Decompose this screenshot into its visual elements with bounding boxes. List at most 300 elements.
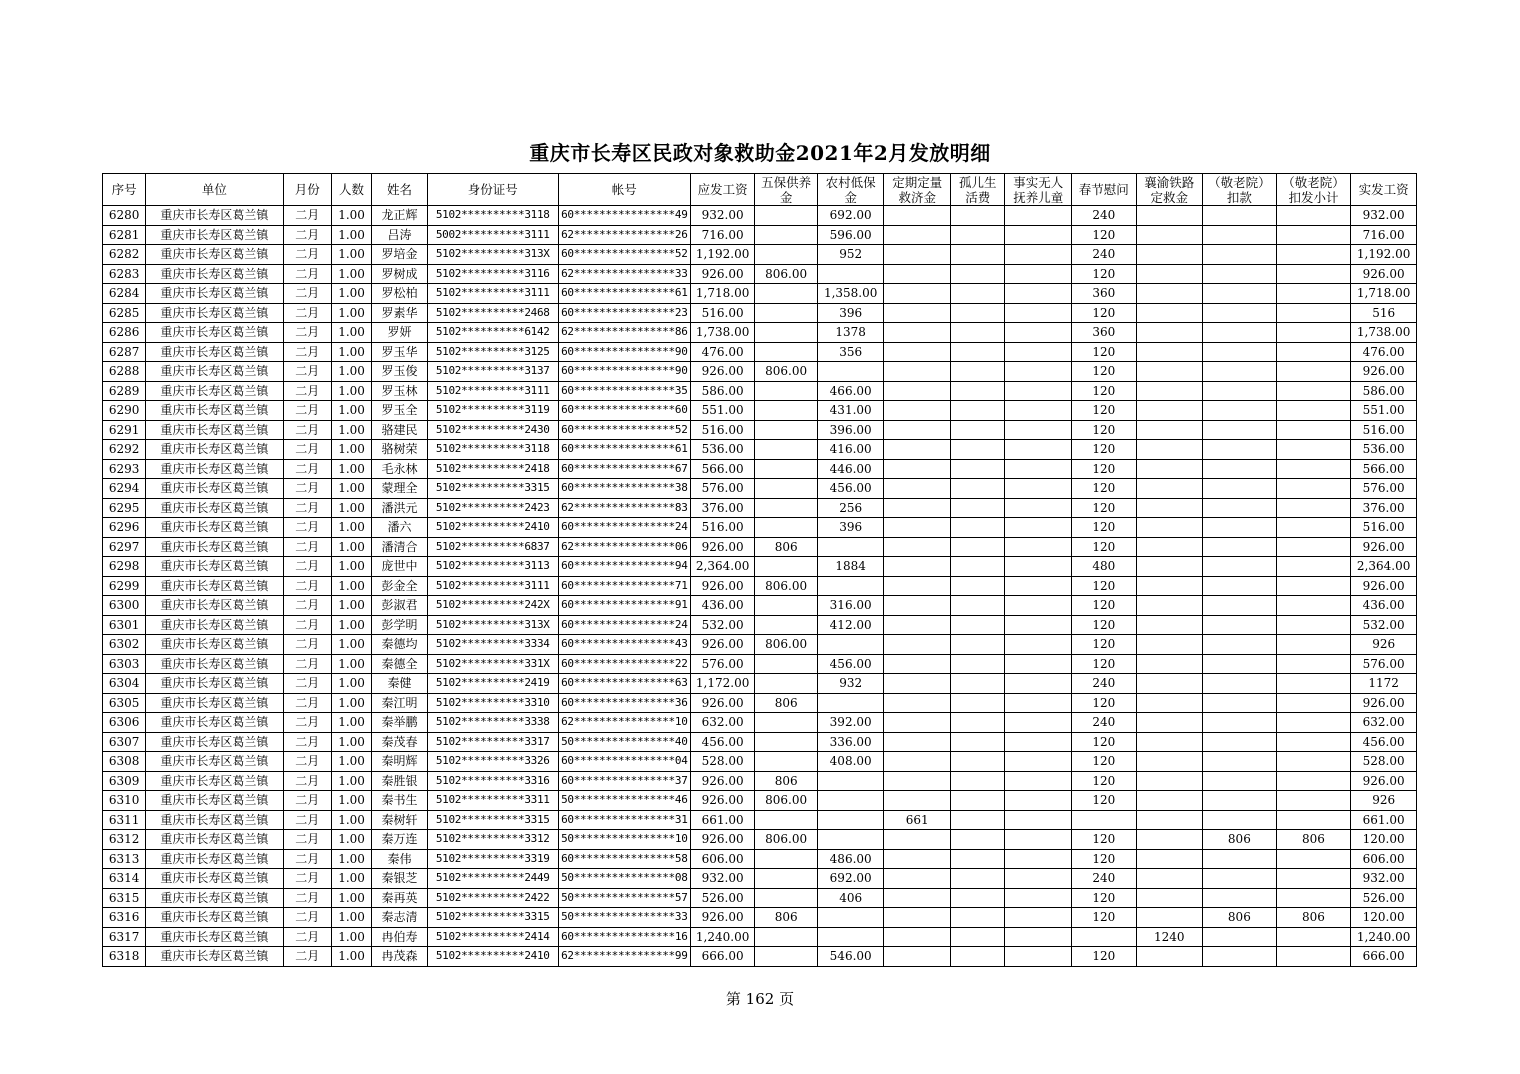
cell-id-number: 5102**********2422 xyxy=(427,888,558,908)
cell-fixed-relief xyxy=(884,732,951,752)
cell-gross-pay: 716.00 xyxy=(690,225,755,245)
cell-account: 62****************99 xyxy=(558,947,690,967)
cell-orphan xyxy=(951,479,1005,499)
cell-wubao xyxy=(755,810,818,830)
cell-deduction xyxy=(1203,752,1277,772)
cell-deduction xyxy=(1203,576,1277,596)
cell-orphan xyxy=(951,225,1005,245)
cell-orphan xyxy=(951,459,1005,479)
cell-deduction-subtotal xyxy=(1276,245,1351,265)
cell-orphan xyxy=(951,927,1005,947)
cell-deduction xyxy=(1203,479,1277,499)
cell-deduction-subtotal xyxy=(1276,225,1351,245)
cell-net-pay: 456.00 xyxy=(1351,732,1417,752)
cell-dibao: 336.00 xyxy=(817,732,884,752)
table-row xyxy=(103,557,1417,577)
cell-de-facto-child xyxy=(1005,537,1072,557)
cell-serial: 6315 xyxy=(103,888,146,908)
cell-month: 二月 xyxy=(283,830,331,850)
cell-festival: 120 xyxy=(1072,362,1137,382)
column-header-railway-relief: 襄渝铁路定救金 xyxy=(1136,174,1203,206)
cell-gross-pay: 926.00 xyxy=(690,576,755,596)
cell-id-number: 5102**********2423 xyxy=(427,498,558,518)
cell-festival: 120 xyxy=(1072,225,1137,245)
cell-wubao xyxy=(755,303,818,323)
cell-railway-relief xyxy=(1136,518,1203,538)
cell-dibao: 456.00 xyxy=(817,654,884,674)
cell-account: 60****************61 xyxy=(558,440,690,460)
cell-net-pay: 528.00 xyxy=(1351,752,1417,772)
cell-wubao xyxy=(755,849,818,869)
cell-serial: 6296 xyxy=(103,518,146,538)
cell-orphan xyxy=(951,732,1005,752)
cell-id-number: 5102**********313X xyxy=(427,615,558,635)
cell-net-pay: 1,718.00 xyxy=(1351,284,1417,304)
cell-dibao: 406 xyxy=(817,888,884,908)
cell-deduction xyxy=(1203,947,1277,967)
cell-name: 潘洪元 xyxy=(372,498,427,518)
table-row xyxy=(103,791,1417,811)
cell-month: 二月 xyxy=(283,440,331,460)
cell-serial: 6301 xyxy=(103,615,146,635)
cell-wubao xyxy=(755,459,818,479)
cell-id-number: 5102**********3310 xyxy=(427,693,558,713)
cell-serial: 6298 xyxy=(103,557,146,577)
cell-account: 50****************08 xyxy=(558,869,690,889)
cell-persons: 1.00 xyxy=(331,284,371,304)
cell-deduction: 806 xyxy=(1203,830,1277,850)
cell-id-number: 5102**********3111 xyxy=(427,284,558,304)
cell-deduction-subtotal xyxy=(1276,888,1351,908)
cell-deduction xyxy=(1203,401,1277,421)
cell-persons: 1.00 xyxy=(331,342,371,362)
relief-payment-table xyxy=(102,173,1417,967)
table-row xyxy=(103,264,1417,284)
cell-deduction-subtotal xyxy=(1276,557,1351,577)
cell-fixed-relief xyxy=(884,713,951,733)
cell-month: 二月 xyxy=(283,869,331,889)
cell-festival: 120 xyxy=(1072,693,1137,713)
cell-serial: 6282 xyxy=(103,245,146,265)
cell-de-facto-child xyxy=(1005,284,1072,304)
page-number: 第 162 页 xyxy=(725,990,795,1008)
cell-unit: 重庆市长寿区葛兰镇 xyxy=(146,869,283,889)
cell-fixed-relief xyxy=(884,557,951,577)
cell-railway-relief xyxy=(1136,323,1203,343)
cell-dibao xyxy=(817,537,884,557)
cell-gross-pay: 551.00 xyxy=(690,401,755,421)
cell-name: 秦江明 xyxy=(372,693,427,713)
cell-deduction xyxy=(1203,693,1277,713)
cell-gross-pay: 528.00 xyxy=(690,752,755,772)
cell-id-number: 5102**********3111 xyxy=(427,381,558,401)
cell-gross-pay: 926.00 xyxy=(690,908,755,928)
cell-month: 二月 xyxy=(283,518,331,538)
cell-month: 二月 xyxy=(283,557,331,577)
cell-de-facto-child xyxy=(1005,732,1072,752)
cell-fixed-relief xyxy=(884,303,951,323)
cell-dibao: 431.00 xyxy=(817,401,884,421)
cell-orphan xyxy=(951,791,1005,811)
cell-gross-pay: 576.00 xyxy=(690,654,755,674)
cell-orphan xyxy=(951,245,1005,265)
cell-de-facto-child xyxy=(1005,674,1072,694)
cell-unit: 重庆市长寿区葛兰镇 xyxy=(146,752,283,772)
cell-net-pay: 606.00 xyxy=(1351,849,1417,869)
cell-deduction-subtotal xyxy=(1276,498,1351,518)
cell-persons: 1.00 xyxy=(331,732,371,752)
cell-month: 二月 xyxy=(283,245,331,265)
cell-serial: 6300 xyxy=(103,596,146,616)
cell-dibao: 692.00 xyxy=(817,869,884,889)
cell-account: 60****************52 xyxy=(558,245,690,265)
cell-de-facto-child xyxy=(1005,615,1072,635)
cell-name: 秦伟 xyxy=(372,849,427,869)
cell-fixed-relief xyxy=(884,440,951,460)
cell-net-pay: 551.00 xyxy=(1351,401,1417,421)
cell-unit: 重庆市长寿区葛兰镇 xyxy=(146,849,283,869)
cell-dibao: 396 xyxy=(817,303,884,323)
cell-dibao xyxy=(817,362,884,382)
column-header-wubao: 五保供养金 xyxy=(755,174,818,206)
cell-deduction xyxy=(1203,732,1277,752)
cell-name: 龙正辉 xyxy=(372,206,427,226)
cell-net-pay: 476.00 xyxy=(1351,342,1417,362)
cell-month: 二月 xyxy=(283,927,331,947)
cell-unit: 重庆市长寿区葛兰镇 xyxy=(146,479,283,499)
cell-fixed-relief xyxy=(884,420,951,440)
cell-gross-pay: 932.00 xyxy=(690,206,755,226)
cell-railway-relief xyxy=(1136,225,1203,245)
cell-account: 60****************60 xyxy=(558,401,690,421)
cell-unit: 重庆市长寿区葛兰镇 xyxy=(146,810,283,830)
cell-fixed-relief xyxy=(884,264,951,284)
cell-gross-pay: 926.00 xyxy=(690,693,755,713)
cell-net-pay: 2,364.00 xyxy=(1351,557,1417,577)
cell-gross-pay: 436.00 xyxy=(690,596,755,616)
cell-account: 62****************33 xyxy=(558,264,690,284)
cell-id-number: 5102**********3116 xyxy=(427,264,558,284)
cell-deduction-subtotal xyxy=(1276,693,1351,713)
table-row xyxy=(103,420,1417,440)
cell-unit: 重庆市长寿区葛兰镇 xyxy=(146,654,283,674)
table-row xyxy=(103,323,1417,343)
cell-id-number: 5102**********2410 xyxy=(427,518,558,538)
cell-de-facto-child xyxy=(1005,908,1072,928)
cell-id-number: 5102**********3119 xyxy=(427,401,558,421)
cell-account: 62****************83 xyxy=(558,498,690,518)
cell-unit: 重庆市长寿区葛兰镇 xyxy=(146,245,283,265)
cell-unit: 重庆市长寿区葛兰镇 xyxy=(146,303,283,323)
column-header-gross-pay: 应发工资 xyxy=(690,174,755,206)
cell-id-number: 5102**********3137 xyxy=(427,362,558,382)
cell-deduction-subtotal xyxy=(1276,420,1351,440)
column-header-persons: 人数 xyxy=(331,174,371,206)
cell-serial: 6314 xyxy=(103,869,146,889)
cell-month: 二月 xyxy=(283,459,331,479)
table-row xyxy=(103,381,1417,401)
cell-railway-relief xyxy=(1136,635,1203,655)
cell-net-pay: 716.00 xyxy=(1351,225,1417,245)
cell-gross-pay: 1,738.00 xyxy=(690,323,755,343)
column-header-fixed-relief: 定期定量救济金 xyxy=(884,174,951,206)
cell-account: 60****************38 xyxy=(558,479,690,499)
column-header-serial: 序号 xyxy=(103,174,146,206)
cell-net-pay: 576.00 xyxy=(1351,654,1417,674)
cell-deduction-subtotal xyxy=(1276,284,1351,304)
cell-gross-pay: 926.00 xyxy=(690,635,755,655)
cell-fixed-relief xyxy=(884,830,951,850)
page-title: 重庆市长寿区民政对象救助金2021年2月发放明细 xyxy=(529,141,991,165)
cell-dibao: 952 xyxy=(817,245,884,265)
cell-account: 60****************49 xyxy=(558,206,690,226)
cell-dibao: 456.00 xyxy=(817,479,884,499)
cell-dibao xyxy=(817,908,884,928)
cell-railway-relief: 1240 xyxy=(1136,927,1203,947)
cell-de-facto-child xyxy=(1005,206,1072,226)
cell-wubao xyxy=(755,713,818,733)
cell-dibao xyxy=(817,264,884,284)
cell-dibao: 416.00 xyxy=(817,440,884,460)
cell-festival: 120 xyxy=(1072,635,1137,655)
cell-net-pay: 536.00 xyxy=(1351,440,1417,460)
cell-deduction-subtotal xyxy=(1276,576,1351,596)
cell-orphan xyxy=(951,674,1005,694)
cell-deduction-subtotal xyxy=(1276,752,1351,772)
cell-orphan xyxy=(951,830,1005,850)
cell-account: 50****************33 xyxy=(558,908,690,928)
table-row xyxy=(103,401,1417,421)
cell-net-pay: 576.00 xyxy=(1351,479,1417,499)
cell-wubao: 806.00 xyxy=(755,576,818,596)
table-row xyxy=(103,284,1417,304)
cell-net-pay: 1172 xyxy=(1351,674,1417,694)
cell-deduction-subtotal xyxy=(1276,732,1351,752)
cell-dibao xyxy=(817,771,884,791)
cell-net-pay: 586.00 xyxy=(1351,381,1417,401)
cell-net-pay: 1,192.00 xyxy=(1351,245,1417,265)
cell-wubao xyxy=(755,381,818,401)
cell-wubao: 806 xyxy=(755,908,818,928)
cell-festival: 480 xyxy=(1072,557,1137,577)
cell-name: 罗树成 xyxy=(372,264,427,284)
cell-net-pay: 376.00 xyxy=(1351,498,1417,518)
cell-deduction xyxy=(1203,245,1277,265)
cell-orphan xyxy=(951,908,1005,928)
column-header-id-number: 身份证号 xyxy=(427,174,558,206)
cell-wubao xyxy=(755,401,818,421)
cell-deduction-subtotal xyxy=(1276,596,1351,616)
cell-fixed-relief xyxy=(884,869,951,889)
table-row xyxy=(103,869,1417,889)
cell-account: 60****************43 xyxy=(558,635,690,655)
table-row xyxy=(103,888,1417,908)
cell-persons: 1.00 xyxy=(331,381,371,401)
cell-account: 60****************61 xyxy=(558,284,690,304)
cell-railway-relief xyxy=(1136,440,1203,460)
cell-railway-relief xyxy=(1136,869,1203,889)
cell-gross-pay: 632.00 xyxy=(690,713,755,733)
cell-id-number: 5102**********3312 xyxy=(427,830,558,850)
cell-railway-relief xyxy=(1136,908,1203,928)
cell-railway-relief xyxy=(1136,576,1203,596)
column-header-account: 帐号 xyxy=(558,174,690,206)
cell-wubao: 806.00 xyxy=(755,635,818,655)
cell-festival xyxy=(1072,927,1137,947)
cell-unit: 重庆市长寿区葛兰镇 xyxy=(146,342,283,362)
cell-railway-relief xyxy=(1136,459,1203,479)
cell-gross-pay: 1,240.00 xyxy=(690,927,755,947)
cell-gross-pay: 516.00 xyxy=(690,420,755,440)
cell-net-pay: 120.00 xyxy=(1351,830,1417,850)
cell-serial: 6316 xyxy=(103,908,146,928)
cell-net-pay: 120.00 xyxy=(1351,908,1417,928)
cell-dibao: 392.00 xyxy=(817,713,884,733)
cell-deduction-subtotal xyxy=(1276,303,1351,323)
cell-persons: 1.00 xyxy=(331,713,371,733)
cell-id-number: 5102**********2414 xyxy=(427,927,558,947)
cell-festival: 120 xyxy=(1072,401,1137,421)
cell-railway-relief xyxy=(1136,771,1203,791)
cell-gross-pay: 532.00 xyxy=(690,615,755,635)
cell-festival: 120 xyxy=(1072,264,1137,284)
column-header-deduction: （敬老院）扣款 xyxy=(1203,174,1277,206)
cell-persons: 1.00 xyxy=(331,869,371,889)
cell-account: 60****************71 xyxy=(558,576,690,596)
cell-id-number: 5102**********3311 xyxy=(427,791,558,811)
cell-festival: 360 xyxy=(1072,284,1137,304)
table-row xyxy=(103,596,1417,616)
cell-persons: 1.00 xyxy=(331,791,371,811)
cell-unit: 重庆市长寿区葛兰镇 xyxy=(146,440,283,460)
cell-name: 秦万连 xyxy=(372,830,427,850)
cell-orphan xyxy=(951,323,1005,343)
cell-net-pay: 516.00 xyxy=(1351,518,1417,538)
cell-unit: 重庆市长寿区葛兰镇 xyxy=(146,615,283,635)
cell-deduction xyxy=(1203,888,1277,908)
cell-unit: 重庆市长寿区葛兰镇 xyxy=(146,771,283,791)
cell-deduction xyxy=(1203,810,1277,830)
cell-railway-relief xyxy=(1136,401,1203,421)
cell-railway-relief xyxy=(1136,537,1203,557)
cell-wubao xyxy=(755,947,818,967)
table-row xyxy=(103,849,1417,869)
cell-name: 秦树轩 xyxy=(372,810,427,830)
cell-deduction-subtotal xyxy=(1276,323,1351,343)
cell-deduction xyxy=(1203,264,1277,284)
cell-deduction xyxy=(1203,323,1277,343)
cell-festival: 120 xyxy=(1072,537,1137,557)
cell-month: 二月 xyxy=(283,284,331,304)
cell-deduction-subtotal xyxy=(1276,615,1351,635)
cell-account: 60****************67 xyxy=(558,459,690,479)
cell-month: 二月 xyxy=(283,888,331,908)
cell-deduction xyxy=(1203,635,1277,655)
cell-unit: 重庆市长寿区葛兰镇 xyxy=(146,557,283,577)
cell-dibao: 396 xyxy=(817,518,884,538)
cell-month: 二月 xyxy=(283,615,331,635)
cell-name: 罗玉林 xyxy=(372,381,427,401)
cell-de-facto-child xyxy=(1005,654,1072,674)
cell-net-pay: 666.00 xyxy=(1351,947,1417,967)
cell-id-number: 5102**********3334 xyxy=(427,635,558,655)
cell-account: 60****************24 xyxy=(558,615,690,635)
cell-gross-pay: 536.00 xyxy=(690,440,755,460)
cell-id-number: 5102**********313X xyxy=(427,245,558,265)
table-row xyxy=(103,771,1417,791)
cell-id-number: 5102**********3315 xyxy=(427,810,558,830)
cell-name: 罗培金 xyxy=(372,245,427,265)
cell-deduction xyxy=(1203,791,1277,811)
cell-gross-pay: 566.00 xyxy=(690,459,755,479)
cell-wubao xyxy=(755,674,818,694)
cell-serial: 6307 xyxy=(103,732,146,752)
cell-fixed-relief xyxy=(884,401,951,421)
cell-festival: 120 xyxy=(1072,420,1137,440)
cell-id-number: 5102**********3315 xyxy=(427,479,558,499)
cell-unit: 重庆市长寿区葛兰镇 xyxy=(146,908,283,928)
cell-dibao: 256 xyxy=(817,498,884,518)
cell-unit: 重庆市长寿区葛兰镇 xyxy=(146,401,283,421)
cell-persons: 1.00 xyxy=(331,420,371,440)
cell-railway-relief xyxy=(1136,362,1203,382)
cell-serial: 6297 xyxy=(103,537,146,557)
cell-persons: 1.00 xyxy=(331,440,371,460)
cell-railway-relief xyxy=(1136,849,1203,869)
cell-net-pay: 526.00 xyxy=(1351,888,1417,908)
cell-fixed-relief xyxy=(884,674,951,694)
cell-railway-relief xyxy=(1136,479,1203,499)
cell-month: 二月 xyxy=(283,908,331,928)
cell-gross-pay: 932.00 xyxy=(690,869,755,889)
cell-account: 60****************36 xyxy=(558,693,690,713)
cell-orphan xyxy=(951,615,1005,635)
cell-persons: 1.00 xyxy=(331,518,371,538)
cell-railway-relief xyxy=(1136,693,1203,713)
cell-de-facto-child xyxy=(1005,888,1072,908)
cell-id-number: 5102**********331X xyxy=(427,654,558,674)
cell-deduction-subtotal xyxy=(1276,713,1351,733)
cell-deduction xyxy=(1203,459,1277,479)
cell-id-number: 5102**********3317 xyxy=(427,732,558,752)
cell-month: 二月 xyxy=(283,674,331,694)
cell-deduction xyxy=(1203,849,1277,869)
cell-de-facto-child xyxy=(1005,264,1072,284)
cell-serial: 6310 xyxy=(103,791,146,811)
cell-wubao xyxy=(755,518,818,538)
cell-serial: 6302 xyxy=(103,635,146,655)
cell-net-pay: 632.00 xyxy=(1351,713,1417,733)
cell-de-facto-child xyxy=(1005,362,1072,382)
cell-railway-relief xyxy=(1136,557,1203,577)
cell-gross-pay: 1,172.00 xyxy=(690,674,755,694)
cell-serial: 6293 xyxy=(103,459,146,479)
cell-deduction xyxy=(1203,362,1277,382)
cell-deduction-subtotal: 806 xyxy=(1276,908,1351,928)
cell-deduction-subtotal xyxy=(1276,654,1351,674)
cell-deduction-subtotal xyxy=(1276,849,1351,869)
cell-account: 62****************06 xyxy=(558,537,690,557)
cell-persons: 1.00 xyxy=(331,537,371,557)
cell-wubao xyxy=(755,342,818,362)
cell-name: 秦茂春 xyxy=(372,732,427,752)
cell-serial: 6284 xyxy=(103,284,146,304)
cell-orphan xyxy=(951,752,1005,772)
cell-id-number: 5102**********242X xyxy=(427,596,558,616)
cell-fixed-relief xyxy=(884,479,951,499)
cell-fixed-relief xyxy=(884,615,951,635)
cell-railway-relief xyxy=(1136,615,1203,635)
